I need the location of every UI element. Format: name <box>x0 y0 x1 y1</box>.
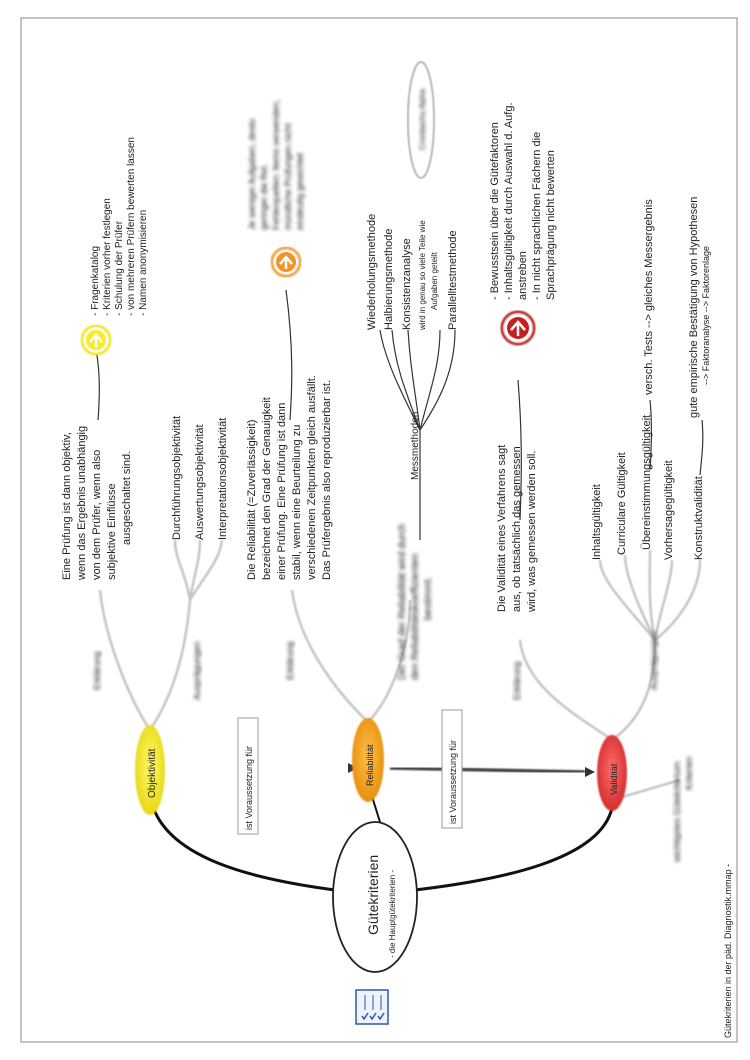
svg-text:--> Faktoranalyse --> Faktoren: --> Faktoranalyse --> Faktorenlage <box>701 245 711 385</box>
reliability-degree <box>397 524 434 680</box>
validity-form-details <box>643 197 711 418</box>
reliability-definition-label: Erklärung <box>285 641 295 680</box>
relation-arrow-2 <box>390 768 585 772</box>
svg-text:gute empirische Bestätigung vo: gute empirische Bestätigung von Hypothesen <box>688 196 700 418</box>
svg-text:wichtigstes Gütekriterium: wichtigstes Gütekriterium <box>672 761 682 862</box>
validity-forms <box>591 415 705 560</box>
svg-text:Vorhersagegültigkeit: Vorhersagegültigkeit <box>663 460 675 560</box>
reliability-definition <box>246 375 333 580</box>
reliability-node[interactable] <box>352 718 384 802</box>
svg-text:Auswertungsobjektivität: Auswertungsobjektivität <box>194 424 206 540</box>
svg-text:Cronbachs Alpha: Cronbachs Alpha <box>418 89 427 150</box>
svg-text:Die Reliabilität (=Zuverlässig: Die Reliabilität (=Zuverlässigkeit) <box>246 419 258 580</box>
objectivity-node[interactable] <box>135 725 165 815</box>
svg-text:bestimmt.: bestimmt. <box>423 576 434 620</box>
validity-node[interactable] <box>597 735 627 811</box>
objectivity-notes <box>90 137 149 316</box>
relation-label-1 <box>238 718 258 834</box>
svg-text:mündliche Prüfungen nicht: mündliche Prüfungen nicht <box>283 123 293 230</box>
reliability-node-label: Reliabilität <box>365 744 375 786</box>
validity-importance <box>672 756 694 863</box>
reliability-notes <box>247 99 305 230</box>
svg-text:- In nicht sprachlichen Fächer: - In nicht sprachlichen Fächern die <box>531 131 543 300</box>
svg-text:- Namen anonymisieren: - Namen anonymisieren <box>138 209 149 316</box>
root-node[interactable] <box>333 822 417 972</box>
svg-text:Durchführungsobjektivität: Durchführungsobjektivität <box>171 415 183 540</box>
footer-filename: Gütekriterien in der päd. Diagnostik.mmap - <box>723 863 733 1038</box>
svg-text:einer Prüfung. Eine Prüfung is: einer Prüfung. Eine Prüfung ist dann <box>276 402 288 580</box>
svg-text:versch. Tests --> gleiches Mes: versch. Tests --> gleiches Messergebnis <box>643 199 655 395</box>
relation-label-2-text: ist Voraussetzung für <box>448 739 458 824</box>
svg-text:- Kriterien vorher festlegen: - Kriterien vorher festlegen <box>102 198 113 316</box>
svg-text:Inhaltsgültigkeit: Inhaltsgültigkeit <box>591 484 603 560</box>
svg-text:Kriterien: Kriterien <box>684 756 694 790</box>
objectivity-forms-label: Ausprägungen <box>192 641 202 700</box>
svg-text:Curriculare Gültigkeit: Curriculare Gültigkeit <box>616 452 628 555</box>
svg-text:- Fragenkatalog: - Fragenkatalog <box>90 245 101 316</box>
svg-text:- Bewusstsein über die Gütefak: - Bewusstsein über die Gütefaktoren <box>489 122 501 300</box>
svg-text:Interpretationsobjektivität: Interpretationsobjektivität <box>217 417 229 540</box>
svg-text:Fehlerquellen: Items verwenden: Fehlerquellen: Items verwenden, <box>271 99 281 230</box>
reliability-methods <box>366 214 459 330</box>
objectivity-forms <box>171 416 229 540</box>
reliability-note-icon[interactable] <box>272 248 300 276</box>
svg-text:anstreben: anstreben <box>517 251 529 300</box>
relation-label-1-text: ist Voraussetzung für <box>244 745 254 830</box>
svg-text:geringer die Rel.: geringer die Rel. <box>259 163 269 230</box>
relation-label-2 <box>442 710 462 828</box>
validity-node-label: Validität <box>609 763 619 795</box>
svg-text:bezeichnet den Grad der Genaui: bezeichnet den Grad der Genauigkeit <box>261 397 273 580</box>
objectivity-node-label: Objektivität <box>147 748 158 798</box>
checklist-icon <box>356 990 388 1024</box>
svg-text:wenn das Ergebnis unabhängig: wenn das Ergebnis unabhängig <box>76 425 88 580</box>
svg-text:subjektive Einflüsse: subjektive Einflüsse <box>106 483 118 580</box>
svg-text:wird, was gemessen werden soll: wird, was gemessen werden soll. <box>526 450 538 612</box>
svg-text:Parallelltestmethode: Parallelltestmethode <box>447 230 459 330</box>
svg-text:Das Prüfergebnis also reproduz: Das Prüfergebnis also reproduzierbar ist. <box>321 380 333 580</box>
svg-text:Übereinstimmungsgültigkeit: Übereinstimmungsgültigkeit <box>641 414 653 550</box>
svg-text:- Inhaltsgültigkeit durch Ausw: - Inhaltsgültigkeit durch Auswahl d. Aufg. <box>503 102 515 300</box>
svg-text:Wiederholungsmethode: Wiederholungsmethode <box>366 213 378 330</box>
relation-arrowhead-2 <box>585 767 595 777</box>
svg-text:stabil, wenn eine Beurteilung: stabil, wenn eine Beurteilung zu <box>291 424 303 580</box>
svg-text:verschiedenen Zeitpunkten glei: verschiedenen Zeitpunkten gleich ausfällt. <box>306 375 318 580</box>
reliability-methods-bubble <box>408 62 434 178</box>
svg-text:Konstruktvalidität: Konstruktvalidität <box>693 476 705 560</box>
svg-text:Eine Prüfung ist dann objektiv: Eine Prüfung ist dann objektiv, <box>61 432 73 580</box>
svg-text:von dem Prüfer, wenn also: von dem Prüfer, wenn also <box>91 449 103 580</box>
svg-text:Aufgaben geteilt: Aufgaben geteilt <box>430 252 439 310</box>
reliability-methods-label: Messmethoden <box>410 411 421 480</box>
objectivity-note-icon[interactable] <box>82 326 110 354</box>
objectivity-definition-label: Erklärung <box>92 651 102 690</box>
validity-note-icon[interactable] <box>502 312 534 344</box>
validity-notes <box>489 102 557 300</box>
svg-text:den Reliabilitätskoeffizienten: den Reliabilitätskoeffizienten <box>410 553 421 680</box>
svg-text:Der Grad der Reliabilität wird: Der Grad der Reliabilität wird durch <box>397 523 408 680</box>
svg-text:Je weniger Aufgaben, desto: Je weniger Aufgaben, desto <box>247 118 257 230</box>
svg-text:Halbierungsmethode: Halbierungsmethode <box>383 228 395 330</box>
svg-text:- Schulung der Prüfer: - Schulung der Prüfer <box>114 220 125 316</box>
validity-definition-label: Erklärung <box>512 661 522 700</box>
svg-text:wird in genau so viele Teile w: wird in genau so viele Teile wie <box>418 220 427 330</box>
svg-text:Die Validität eines Verfahrens: Die Validität eines Verfahrens sagt <box>496 444 508 612</box>
objectivity-definition <box>61 426 133 581</box>
svg-text:aus, ob tatsächlich das gemess: aus, ob tatsächlich das gemessen <box>511 446 523 612</box>
validity-definition <box>496 445 538 613</box>
validity-forms-label: Ausprägungen <box>649 631 659 690</box>
svg-text:- von mehreren Prüfern bewerte: - von mehreren Prüfern bewerten lassen <box>126 137 137 316</box>
svg-text:ausgeschaltet sind.: ausgeschaltet sind. <box>121 450 133 545</box>
root-title: Gütekriterien <box>365 854 381 935</box>
svg-text:eindeutig gewichtet: eindeutig gewichtet <box>295 152 305 230</box>
svg-text:Konsistenzanalyse: Konsistenzanalyse <box>401 238 413 330</box>
root-subtitle: - die Hauptgütekriterien - <box>388 869 397 958</box>
svg-text:Sprachprägung nicht bewerten: Sprachprägung nicht bewerten <box>545 150 557 300</box>
reliability-methods-sub <box>418 220 439 331</box>
detail-lines <box>96 290 703 540</box>
